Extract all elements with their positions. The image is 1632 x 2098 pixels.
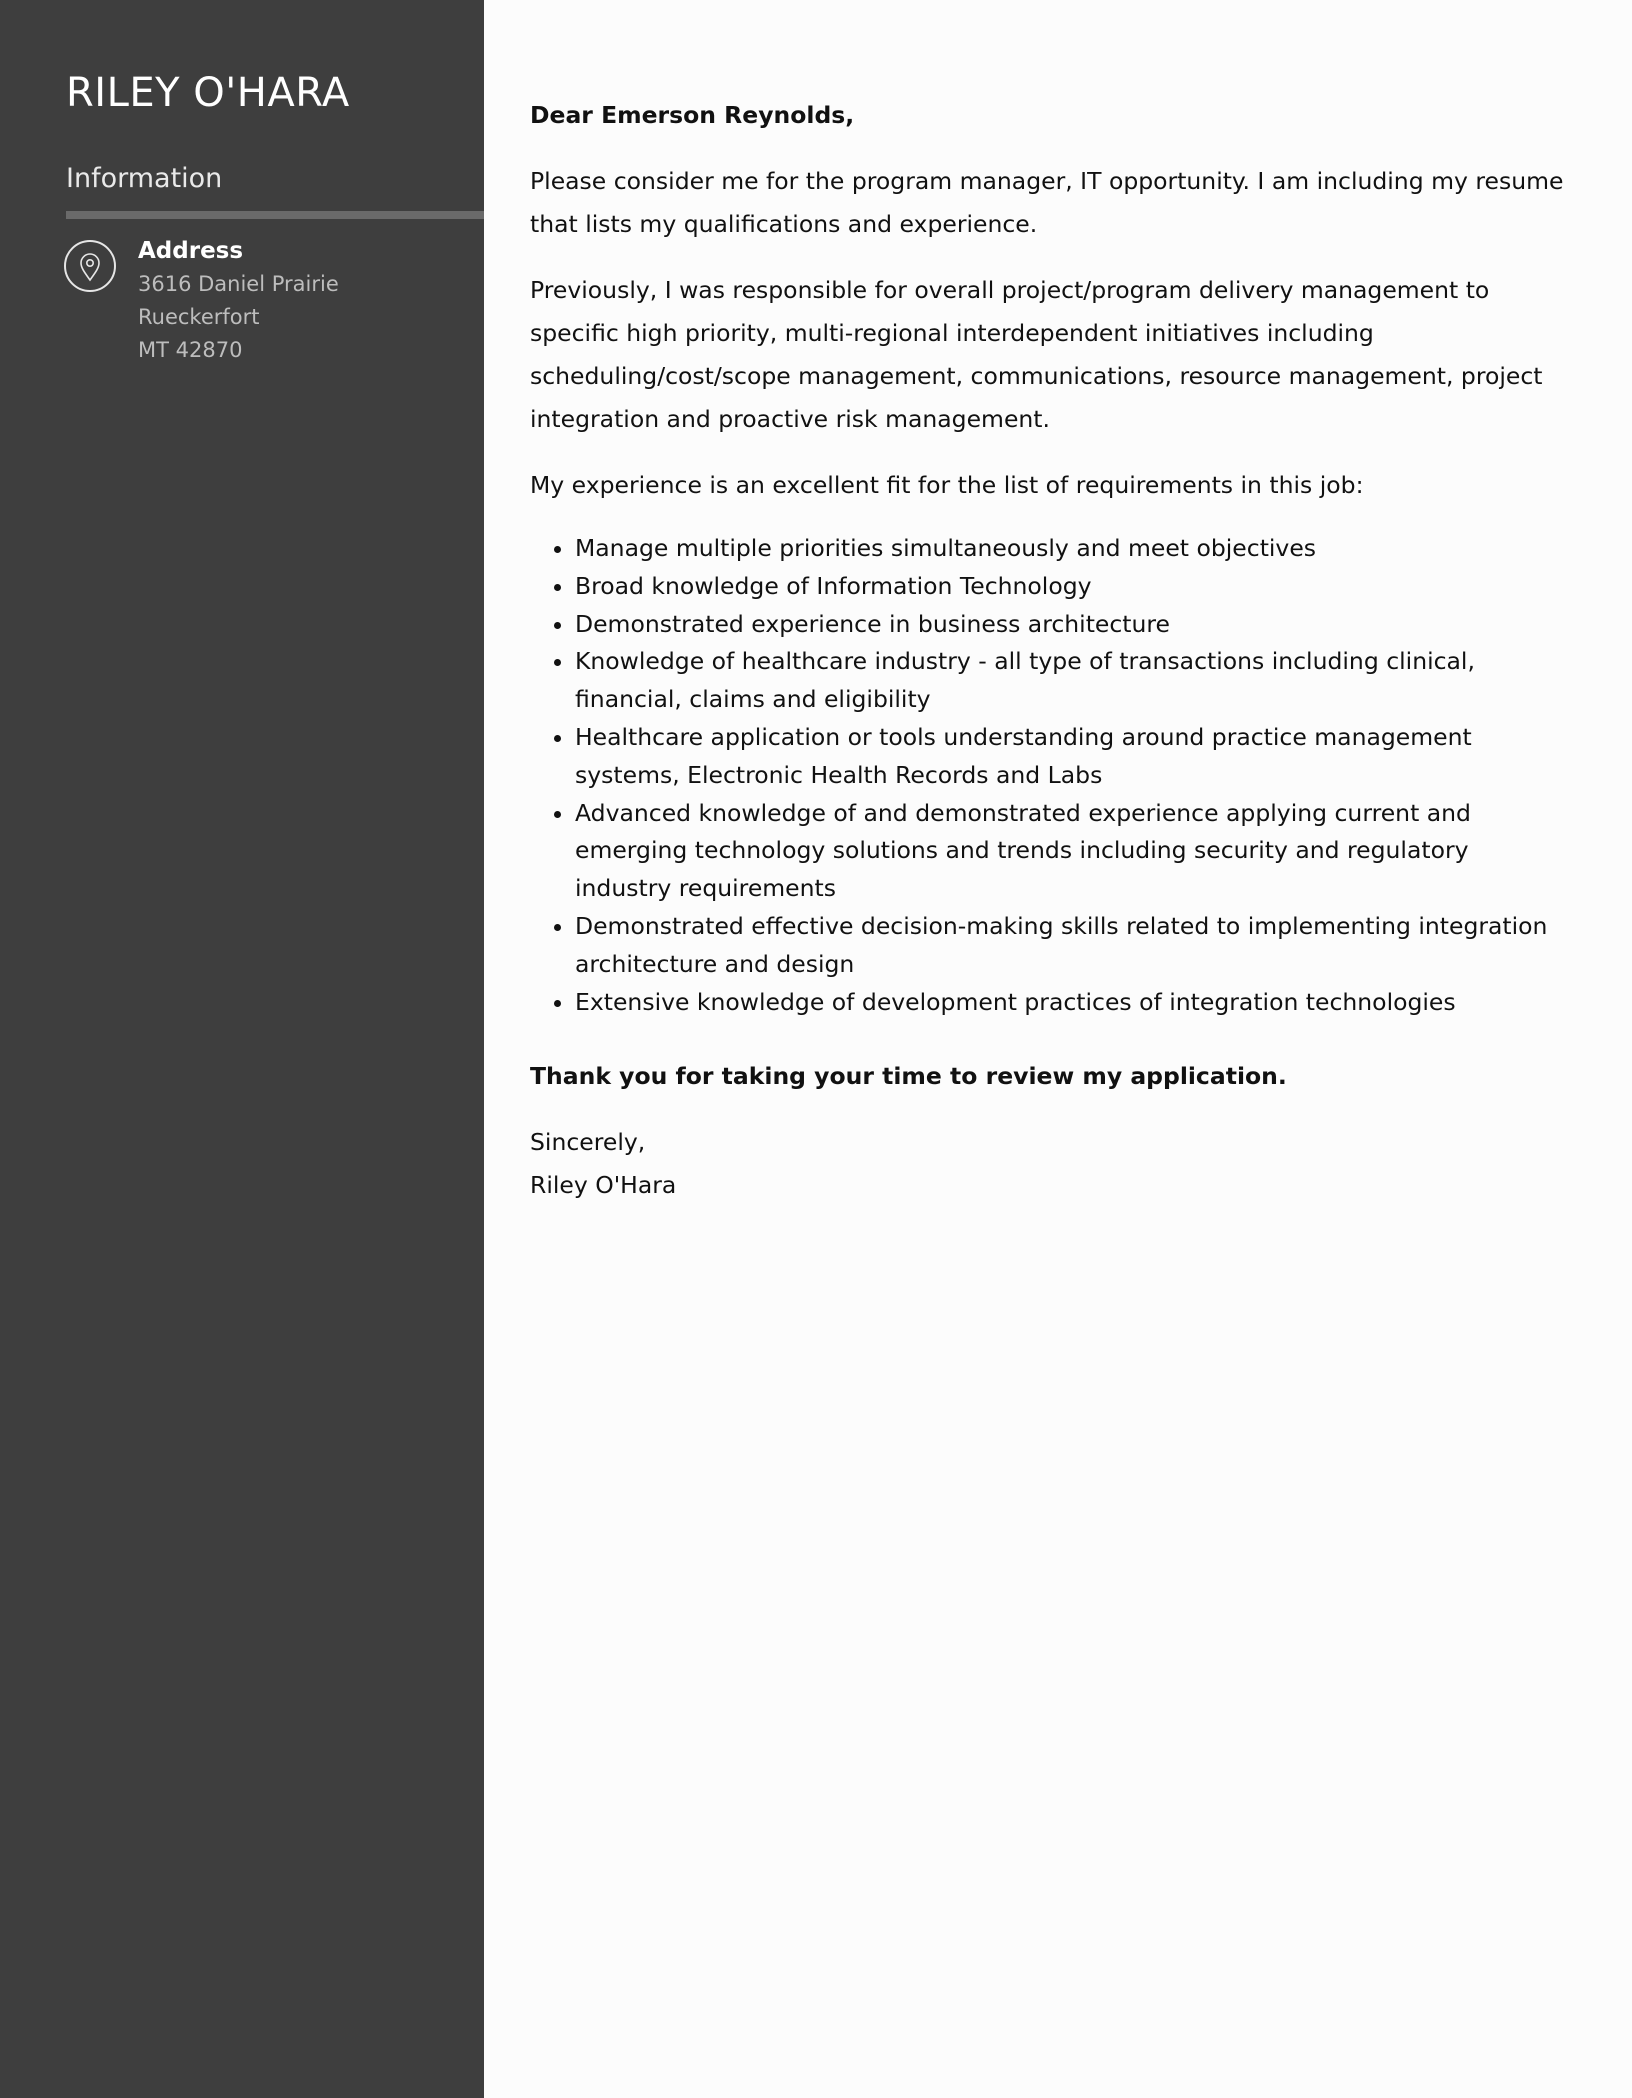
requirements-intro: My experience is an excellent fit for the list of requirements in this job:: [530, 471, 1364, 499]
experience-paragraph: Previously, I was responsible for overall project/program delivery management to specific high priority, multi-regional interdependent initiatives including scheduling/cost/scope management, communications, resource management, project integration and proactive risk management.: [530, 276, 1543, 433]
intro-paragraph: Please consider me for the program manager, IT opportunity. I am including my resume that lists my qualifications and experience.: [530, 167, 1564, 238]
letter-body: [530, 94, 1570, 1207]
address-line-state-zip: MT 42870: [138, 338, 243, 362]
list-item: • Healthcare application or tools understanding around practice management systems, Electronic Health Records and Labs: [575, 719, 1570, 795]
information-heading: Information: [66, 163, 223, 194]
address-label: Address: [138, 238, 244, 264]
sidebar: [0, 0, 484, 2098]
requirements-list: [530, 530, 1570, 1021]
list-item: • Extensive knowledge of development practices of integration technologies: [575, 984, 1570, 1022]
closing: Sincerely,: [530, 1128, 646, 1157]
list-item: • Broad knowledge of Information Technology: [575, 568, 1570, 606]
section-divider: [66, 211, 484, 219]
list-item: • Advanced knowledge of and demonstrated experience applying current and emerging technology solutions and trends including security and regulatory industry requirements: [575, 795, 1570, 908]
address-line-street: 3616 Daniel Prairie: [138, 272, 339, 296]
thank-you-line: Thank you for taking your time to review my application.: [530, 1062, 1287, 1091]
list-item: • Demonstrated experience in business architecture: [575, 606, 1570, 644]
address-line-city: Rueckerfort: [138, 305, 260, 329]
location-pin-icon: [64, 240, 116, 292]
salutation: Dear Emerson Reynolds,: [530, 101, 855, 129]
applicant-name: RILEY O'HARA: [66, 70, 350, 116]
list-item: • Manage multiple priorities simultaneously and meet objectives: [575, 530, 1570, 568]
list-item: • Demonstrated effective decision-making skills related to implementing integration architecture and design: [575, 908, 1570, 984]
list-item: • Knowledge of healthcare industry - all type of transactions including clinical, financial, claims and eligibility: [575, 643, 1570, 719]
signature: Riley O'Hara: [530, 1171, 677, 1200]
